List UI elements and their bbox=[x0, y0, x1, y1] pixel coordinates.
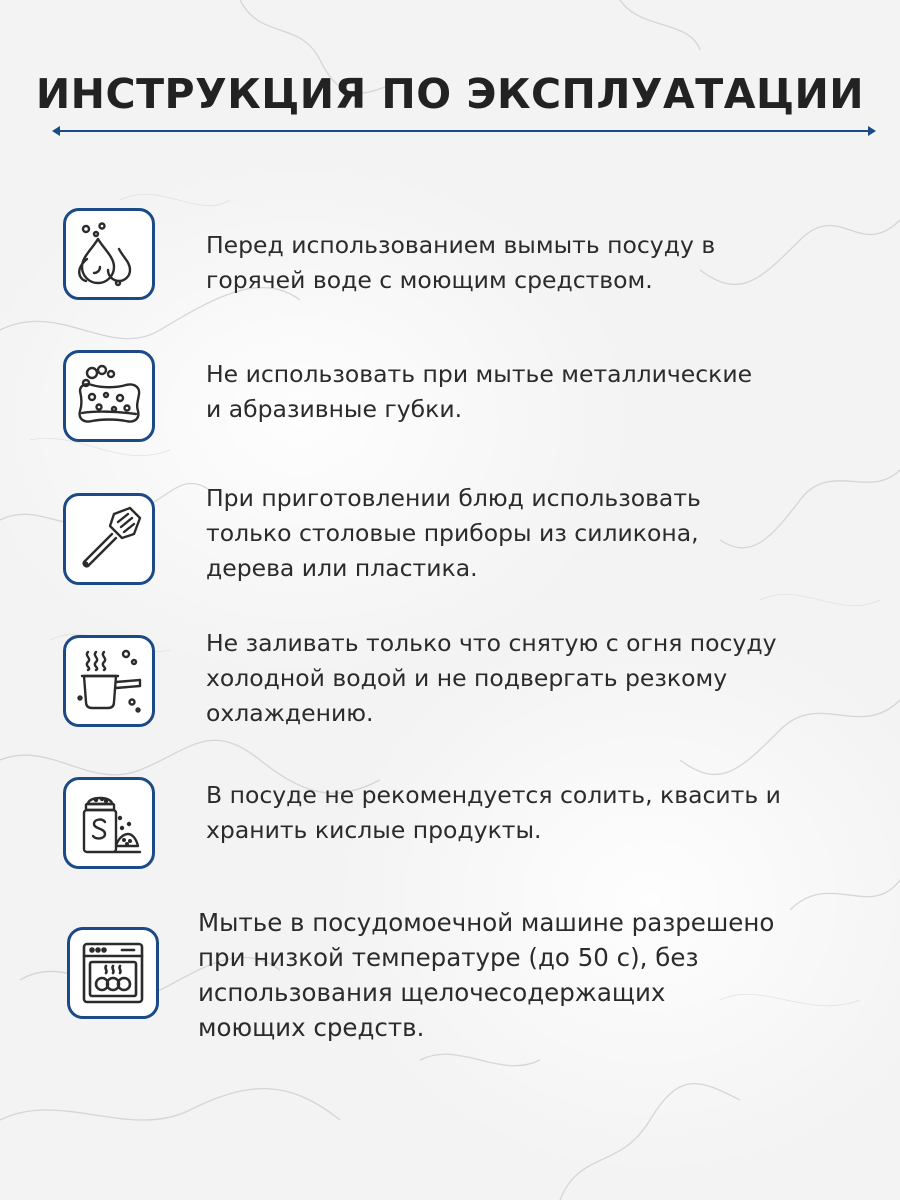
spatula-icon bbox=[74, 504, 144, 574]
icon-frame bbox=[63, 777, 155, 869]
title-underline bbox=[52, 124, 876, 138]
icon-frame bbox=[67, 927, 159, 1019]
instruction-text: Не заливать только что снятую с огня посуду холодной водой и не подвергать резкому охлаждению. bbox=[206, 629, 777, 727]
icon-frame bbox=[63, 208, 155, 300]
instruction-text: В посуде не рекомендуется солить, квасить и хранить кислые продукты. bbox=[206, 781, 781, 844]
icon-frame bbox=[63, 493, 155, 585]
hot-pot-icon bbox=[74, 646, 144, 716]
page-title: ИНСТРУКЦИЯ ПО ЭКСПЛУАТАЦИИ bbox=[35, 70, 865, 118]
instruction-text: Перед использованием вымыть посуду в горячей воде с моющим средством. bbox=[206, 231, 716, 294]
sponge-icon bbox=[74, 361, 144, 431]
water-drops-icon bbox=[74, 219, 144, 289]
salt-shaker-icon bbox=[74, 788, 144, 858]
icon-frame bbox=[63, 350, 155, 442]
instruction-text: При приготовлении блюд использовать только столовые приборы из силикона, дерева или пластика. bbox=[206, 484, 701, 582]
icon-frame bbox=[63, 635, 155, 727]
instruction-text: Не использовать при мытье металлические и абразивные губки. bbox=[206, 360, 753, 423]
dishwasher-icon bbox=[78, 938, 148, 1008]
instruction-text: Мытье в посудомоечной машине разрешено при низкой температуре (до 50 с), без использования щелочесодержащих моющих средств. bbox=[198, 908, 775, 1042]
